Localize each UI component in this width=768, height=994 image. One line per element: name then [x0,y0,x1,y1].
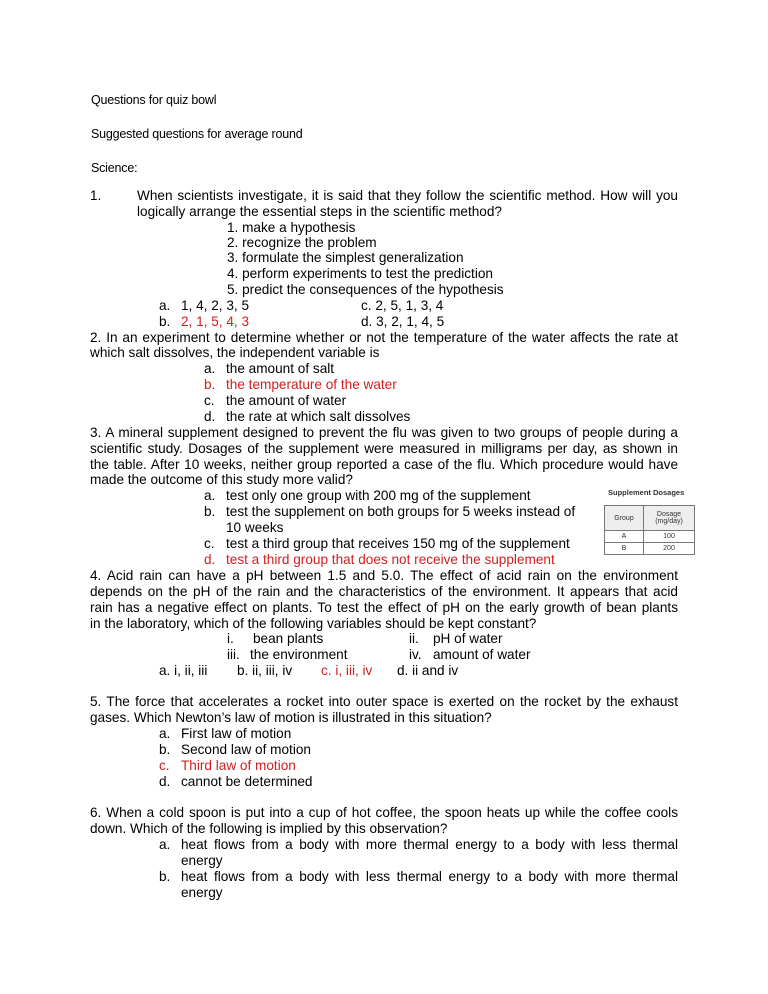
q2-option-c: the amount of water [226,393,347,408]
q3-text-line3: the table. After 10 weeks, neither group reported a case of the flu. Which procedure would have [90,457,678,472]
table-row [605,543,695,555]
q5-text-line2: gases. Which Newton’s law of motion is illustrated in this situation? [90,710,492,725]
dosage-table-cell: 100 [644,531,695,543]
q6-option-letter: b. [159,869,171,884]
q3-option-b-cont: 10 weeks [226,520,284,535]
q4-text-line4: in the laboratory, which of the following variables should be kept constant? [90,616,537,631]
q4-text-line3: rain has a negative effect on plants. To test the effect of pH on the early growth of bean plants [90,600,678,615]
q1-number: 1. [90,188,102,203]
q4-text-line2: depends on the pH of the rain and the characteristics of the environment. It appears that acid [90,584,678,599]
doc-subtitle: Suggested questions for average round [91,127,303,141]
q2-option-letter: c. [204,393,215,408]
q1-option-b-letter: b. [159,314,171,329]
q6-option-a: heat flows from a body with more thermal energy to a body with less thermal [181,837,678,852]
q4-option-c-answer: c. i, iii, iv [321,663,373,678]
q2-text-line2: which salt dissolves, the independent variable is [90,345,380,360]
q3-option-letter: b. [204,504,216,519]
q3-option-d-answer: test a third group that does not receive the supplement [226,552,555,567]
q3-option-letter: a. [204,488,216,503]
q5-option-letter: b. [159,742,171,757]
q4-variable-i: bean plants [253,631,324,646]
q3-option-c: test a third group that receives 150 mg of the supplement [226,536,570,551]
q4-variable-num: iv. [409,647,422,662]
q6-option-letter: a. [159,837,171,852]
q4-option-b: b. ii, iii, iv [237,663,293,678]
q1-option-d: d. 3, 2, 1, 4, 5 [361,314,445,329]
q1-option-b-answer: 2, 1, 5, 4, 3 [181,314,250,329]
q2-option-d: the rate at which salt dissolves [226,409,411,424]
dosage-table [604,505,695,555]
q4-variable-ii: pH of water [433,631,503,646]
q1-text-line1: When scientists investigate, it is said that they follow the scientific method. How will you [137,188,678,203]
q1-step: 2. recognize the problem [227,235,377,250]
table-row [605,531,695,543]
q4-text-line1: 4. Acid rain can have a pH between 1.5 and 5.0. The effect of acid rain on the environment [90,568,678,583]
q1-text-line2: logically arrange the essential steps in the scientific method? [137,204,502,219]
q5-option-c-answer: Third law of motion [181,758,296,773]
q5-option-letter: c. [159,758,170,773]
doc-title: Questions for quiz bowl [91,93,217,107]
dosage-table-cell: 200 [644,543,695,555]
section-heading: Science: [91,161,138,175]
q2-option-a: the amount of salt [226,361,335,376]
q4-variable-iii: the environment [250,647,348,662]
dosage-header-unit: (mg/day) [655,518,683,525]
q1-step: 5. predict the consequences of the hypothesis [227,282,504,297]
q1-option-a: 1, 4, 2, 3, 5 [181,298,250,313]
dosage-table-cell: B [605,543,644,555]
q1-step: 1. make a hypothesis [227,220,356,235]
q5-option-a: First law of motion [181,726,292,741]
q3-option-a: test only one group with 200 mg of the supplement [226,488,531,503]
q2-option-letter: b. [204,377,216,392]
q5-text-line1: 5. The force that accelerates a rocket into outer space is exerted on the rocket by the exhaust [90,694,678,709]
q6-option-a-cont: energy [181,853,223,868]
q5-option-letter: d. [159,774,171,789]
q6-option-b-cont: energy [181,885,223,900]
q3-option-letter: c. [204,536,215,551]
q5-option-d: cannot be determined [181,774,313,789]
dosage-table-cell: A [605,531,644,543]
q4-option-d: d. ii and iv [397,663,459,678]
q4-variable-num: i. [227,631,234,646]
q2-option-b-answer: the temperature of the water [226,377,397,392]
dosage-header-label: Dosage [656,511,682,518]
q6-text-line2: down. Which of the following is implied by this observation? [90,821,448,836]
q3-option-letter: d. [204,552,216,567]
q5-option-b: Second law of motion [181,742,311,757]
q4-variable-num: iii. [227,647,240,662]
q1-step: 4. perform experiments to test the prediction [227,266,493,281]
q1-step: 3. formulate the simplest generalization [227,250,464,265]
q2-option-letter: d. [204,409,216,424]
q2-text-line1: 2. In an experiment to determine whether or not the temperature of the water affects the rate at [90,330,678,345]
q4-option-a: a. i, ii, iii [159,663,208,678]
q4-variable-num: ii. [409,631,419,646]
q6-option-b: heat flows from a body with less thermal energy to a body with more thermal [181,869,678,884]
dosage-table-title: Supplement Dosages [608,488,685,497]
dosage-table-header-dosage [644,506,695,531]
q2-option-letter: a. [204,361,216,376]
q1-option-c: c. 2, 5, 1, 3, 4 [361,298,444,313]
q5-option-letter: a. [159,726,171,741]
q6-text-line1: 6. When a cold spoon is put into a cup of hot coffee, the spoon heats up while the coffee cools [90,805,678,820]
q3-text-line2: scientific study. Dosages of the supplement were measured in milligrams per day, as shown in [90,441,678,456]
q3-text-line4: made the outcome of this study more valid? [90,472,353,487]
q1-option-a-letter: a. [159,298,171,313]
q3-option-b: test the supplement on both groups for 5 weeks instead of [226,504,576,519]
q3-text-line1: 3. A mineral supplement designed to prevent the flu was given to two groups of people during a [90,425,678,440]
q4-variable-iv: amount of water [433,647,531,662]
dosage-table-header-group: Group [605,506,644,531]
